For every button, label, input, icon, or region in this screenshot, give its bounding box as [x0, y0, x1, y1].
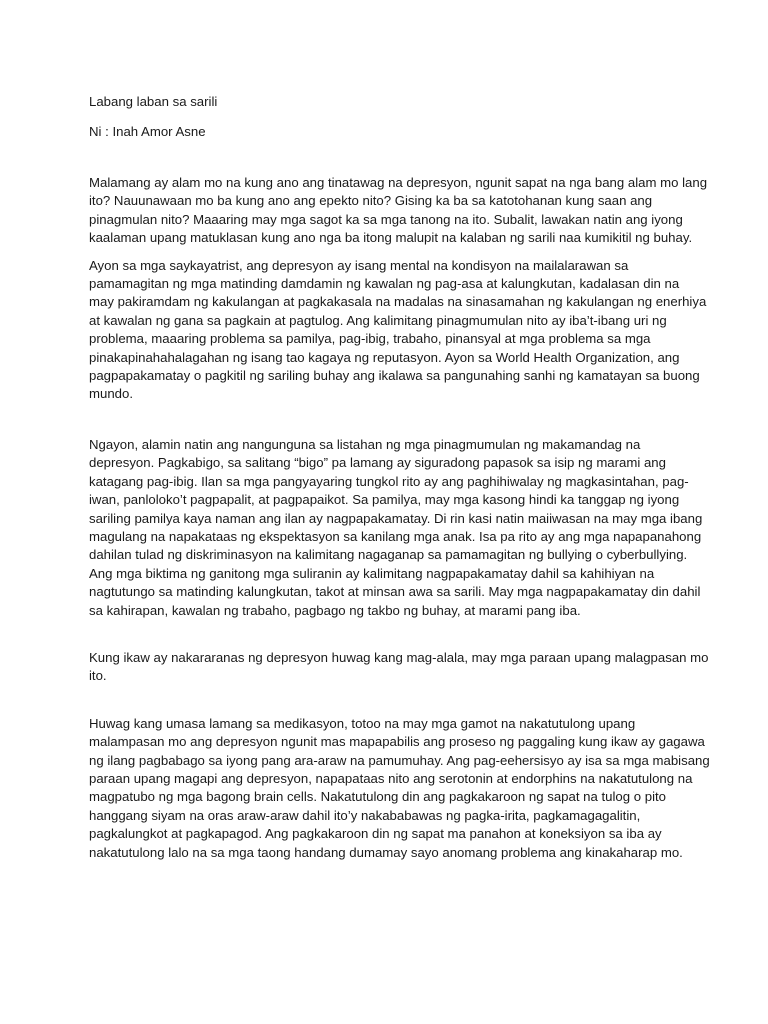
paragraph-line: Huwag kang umasa lamang sa medikasyon, totoo na may mga gamot na nakatutulong upang: [89, 715, 636, 731]
paragraph-line: nakatutulong lalo na sa mga taong handang dumamay sayo anomang problema ang kinakaharap mo.: [89, 844, 683, 860]
paragraph-line: sa kahirapan, kawalan ng trabaho, pagbago ng takbo ng buhay, at marami pang iba.: [89, 602, 581, 618]
paragraph-line: magpatubo ng mga bagong brain cells. Nakatutulong din ang pagkakaroon ng sapat na tulog o pito: [89, 789, 667, 805]
paragraph-line: pinagmulan nito? Maaaring may mga sagot ka sa mga tanong na ito. Subalit, lawakan natin ang iyong: [89, 211, 683, 227]
paragraph-line: at kawalan ng gana sa pagkain at pagtulog. Ang kalimitang pinagmumulan nito ay iba’t-ibang uri ng: [89, 312, 667, 328]
paragraph-line: magulang na napakataas ng ekspektasyon sa kanilang mga anak. Isa pa rito ay ang mga napapanahong: [89, 528, 702, 544]
paragraph-line: pagkalungkot at pagkapagod. Ang pagkakaroon din ng sapat ma panahon at koneksiyon sa iba ay: [89, 826, 662, 842]
paragraph-line: kaalaman upang matuklasan kung ano nga ba itong malupit na kalaban ng sarili naa kumikitil ng buhay.: [89, 230, 693, 246]
paragraph-line: nagtutungo sa matinding kalungkutan, takot at minsan awa sa sarili. May mga nagpapakamatay din dahil: [89, 584, 701, 600]
paragraph-line: pamamagitan ng mga matinding damdamin ng kawalan ng pag-asa at kalungkutan, kadalasan din na: [89, 276, 680, 292]
paragraph-line: katagang pag-ibig. Ilan sa mga pangyayaring tungkol rito ay ang paghihiwalay ng magkasintahan, pag-: [89, 473, 689, 489]
paragraph-line: problema, maaaring problema sa pamilya, pag-ibig, trabaho, pinansyal at mga problema sa mga: [89, 331, 651, 347]
paragraph-line: mundo.: [89, 386, 133, 402]
paragraph-line: Ayon sa mga saykayatrist, ang depresyon ay isang mental na kondisyon na mailalarawan sa: [89, 257, 629, 273]
paragraph-line: paraan upang magapi ang depresyon, napapataas nito ang serotonin at endorphins na nakatutulong na: [89, 770, 693, 786]
paragraph: [89, 174, 708, 248]
paragraph: [89, 649, 709, 686]
paragraph-line: Malamang ay alam mo na kung ano ang tinatawag na depresyon, ngunit sapat na nga bang alam mo lang: [89, 175, 708, 190]
paragraph-line: iwan, panloloko’t pagpapalit, at pagpapaikot. Sa pamilya, may mga kasong hindi ka tanggap ng iyong: [89, 492, 680, 508]
paragraph-line: ito.: [89, 668, 107, 684]
paragraph: [89, 257, 707, 404]
paragraph-line: hanggang siyam na oras araw-araw dahil ito’y nakababawas ng pagka-irita, pagkamagagalitin,: [89, 807, 641, 823]
paragraphs-container: [89, 174, 710, 862]
paragraph-line: pinakapinahahalagahan ng isang tao kagaya ng reputasyon. Ayon sa World Health Organization, ang: [89, 349, 680, 365]
document-author: Ni : Inah Amor Asne: [89, 124, 206, 139]
paragraph-line: Ngayon, alamin natin ang nangunguna sa listahan ng mga pinagmumulan ng makamandag na: [89, 436, 641, 452]
paragraph-line: Ang mga biktima ng ganitong mga suliranin ay kalimitang nagpapakamatay dahil sa kahihiyan na: [89, 565, 655, 581]
paragraph: [89, 715, 710, 862]
paragraph-line: malampasan mo ang depresyon ngunit mas mapapabilis ang proseso ng paggaling kung ikaw ay gagawa: [89, 734, 705, 750]
paragraph-line: depresyon. Pagkabigo, sa salitang “bigo” pa lamang ay siguradong papasok sa isip ng marami ang: [89, 455, 666, 471]
paragraph-line: Kung ikaw ay nakararanas ng depresyon huwag kang mag-alala, may mga paraan upang malagpasan mo: [89, 649, 709, 665]
paragraph-line: pagpapakamatay o pagkitil ng sariling buhay ang ikalawa sa pangunahing sanhi ng kamatayan sa buong: [89, 368, 700, 384]
document-title: Labang laban sa sarili: [89, 94, 218, 109]
paragraph-line: ito? Nauunawaan mo ba kung ano ang epekto nito? Gising ka ba sa katotohanan kung saan ang: [89, 193, 653, 209]
paragraph-line: dahilan tulad ng diskriminasyon na kalimitang nagaganap sa pamamagitan ng bullying o cyberbullying.: [89, 547, 688, 563]
document-body: [89, 93, 710, 862]
paragraph-line: may pakiramdam ng kakulangan at pagkakasala na madalas na sinasamahan ng kakulangan ng enerhiya: [89, 294, 707, 310]
paragraph-line: ng ilang pagbabago sa iyong pang ara-araw na pamumuhay. Ang pag-eehersisyo ay isa sa mga mabisang: [89, 752, 710, 768]
paragraph-line: sariling pamilya kaya naman ang ilan ay nagpapakamatay. Di rin kasi natin maiiwasan na may mga ibang: [89, 510, 703, 526]
paragraph: [89, 436, 703, 620]
